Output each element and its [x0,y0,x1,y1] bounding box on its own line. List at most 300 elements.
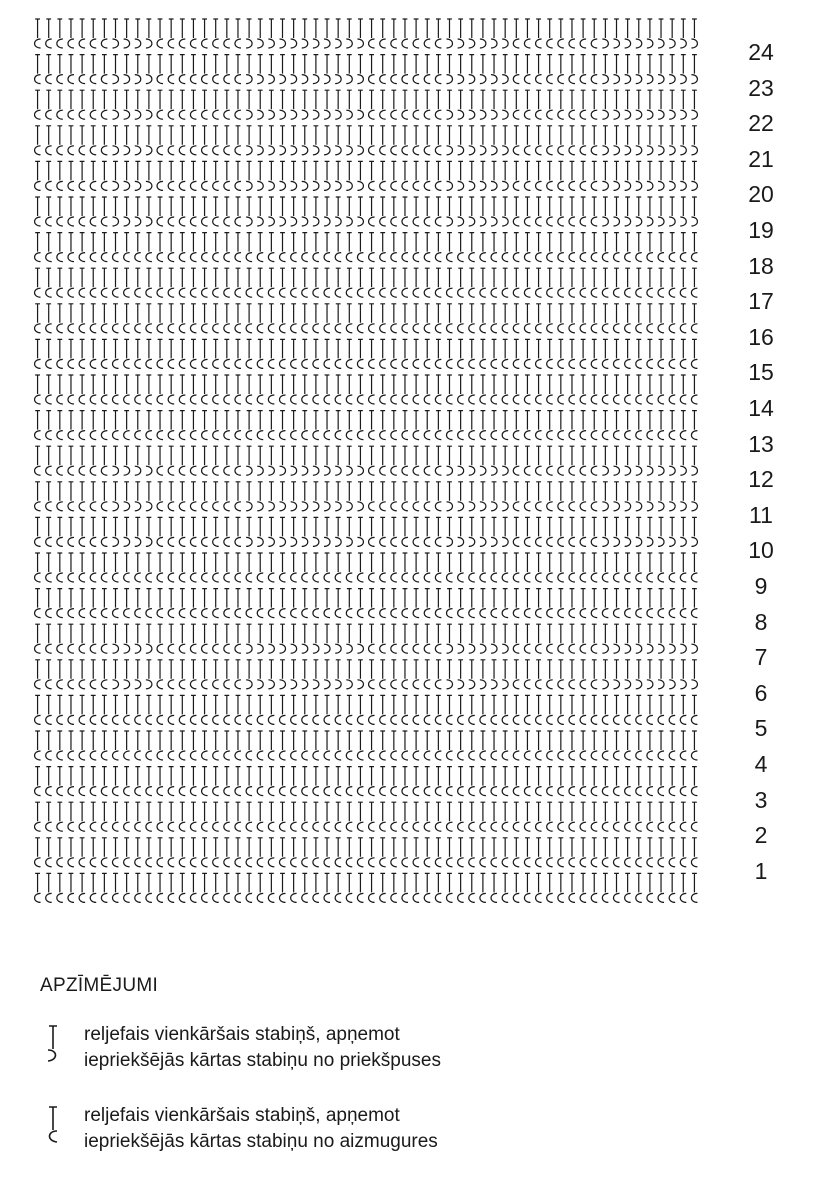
back-post-stitch [536,268,542,297]
back-post-stitch [435,304,441,333]
front-post-stitch [357,517,363,546]
back-post-stitch [35,126,41,155]
back-post-stitch [79,126,85,155]
back-post-stitch [324,268,330,297]
back-post-stitch [524,482,530,511]
back-post-stitch [691,589,697,618]
back-post-stitch [402,268,408,297]
back-post-stitch [357,589,363,618]
back-post-stitch [235,802,241,831]
back-post-stitch [402,660,408,689]
back-post-stitch [680,304,686,333]
back-post-stitch [179,161,185,190]
back-post-stitch [235,446,241,475]
back-post-stitch [79,695,85,724]
back-post-stitch [614,375,620,404]
back-post-stitch [224,802,230,831]
back-post-stitch [335,589,341,618]
front-post-stitch [124,517,130,546]
front-post-stitch [313,126,319,155]
back-post-stitch [168,553,174,582]
back-post-stitch [257,268,263,297]
back-post-stitch [513,802,519,831]
back-post-stitch [580,339,586,368]
stitch-row [35,233,698,262]
back-post-stitch [614,838,620,867]
back-post-stitch [168,446,174,475]
back-post-stitch [435,19,441,48]
back-post-stitch [224,304,230,333]
back-post-stitch [346,411,352,440]
back-post-stitch [469,838,475,867]
back-post-stitch [268,339,274,368]
back-post-stitch [569,339,575,368]
back-post-stitch [124,553,130,582]
front-post-stitch [313,197,319,226]
back-post-stitch [469,731,475,760]
back-post-stitch [536,482,542,511]
back-post-stitch [524,19,530,48]
back-post-stitch [213,126,219,155]
back-post-stitch [580,233,586,262]
back-post-stitch [124,767,130,796]
back-post-stitch [168,589,174,618]
back-post-stitch [413,19,419,48]
back-post-stitch [680,339,686,368]
back-post-stitch [580,19,586,48]
back-post-stitch [413,482,419,511]
front-post-stitch [502,517,508,546]
back-post-stitch [79,838,85,867]
back-post-stitch [157,268,163,297]
back-post-stitch [190,589,196,618]
front-post-stitch [480,126,486,155]
front-post-stitch [458,660,464,689]
back-post-stitch [291,304,297,333]
back-post-stitch [469,304,475,333]
back-post-stitch [558,589,564,618]
back-post-stitch [168,624,174,653]
back-post-stitch [380,838,386,867]
back-post-stitch [179,482,185,511]
back-post-stitch [202,589,208,618]
back-post-stitch [57,517,63,546]
back-post-stitch [491,553,497,582]
back-post-stitch [669,304,675,333]
back-post-stitch [324,695,330,724]
back-post-stitch [502,695,508,724]
front-post-stitch [480,624,486,653]
back-post-stitch [435,375,441,404]
front-post-stitch [691,624,697,653]
back-post-stitch [458,375,464,404]
front-post-stitch [458,482,464,511]
stitch-row [35,90,698,119]
back-post-stitch [524,90,530,119]
back-post-stitch [447,553,453,582]
back-post-stitch [513,517,519,546]
back-post-stitch [224,375,230,404]
back-post-stitch [146,731,152,760]
back-post-stitch [691,802,697,831]
front-post-stitch [647,517,653,546]
front-post-stitch [313,517,319,546]
back-post-stitch [502,553,508,582]
front-post-stitch [458,517,464,546]
back-post-stitch [90,90,96,119]
back-post-stitch [157,589,163,618]
back-post-stitch [179,233,185,262]
back-post-stitch [380,90,386,119]
back-post-stitch [35,233,41,262]
back-post-stitch [636,589,642,618]
back-post-stitch [558,161,564,190]
back-post-stitch [302,304,308,333]
back-post-stitch [480,731,486,760]
back-post-stitch [90,339,96,368]
back-post-stitch [157,233,163,262]
back-post-stitch [680,589,686,618]
back-post-stitch [524,339,530,368]
back-post-stitch [135,411,141,440]
back-post-stitch [202,197,208,226]
back-post-stitch [614,589,620,618]
back-post-stitch [302,695,308,724]
front-post-stitch [257,660,263,689]
back-post-stitch [536,126,542,155]
back-post-stitch [435,126,441,155]
front-post-stitch [469,90,475,119]
back-post-stitch [179,695,185,724]
back-post-stitch [324,873,330,902]
back-post-stitch [435,161,441,190]
stitch-row [35,802,698,831]
back-post-stitch [380,268,386,297]
back-post-stitch [691,375,697,404]
back-post-stitch [625,233,631,262]
back-post-stitch [224,624,230,653]
front-post-stitch [480,161,486,190]
back-post-stitch [380,873,386,902]
back-post-stitch [190,553,196,582]
back-post-stitch [313,339,319,368]
front-post-stitch [346,126,352,155]
back-post-stitch [291,339,297,368]
back-post-stitch [680,802,686,831]
front-post-stitch [113,19,119,48]
back-post-stitch [291,731,297,760]
front-post-stitch [335,126,341,155]
back-post-stitch [369,767,375,796]
back-post-stitch [391,624,397,653]
front-post-stitch [302,126,308,155]
front-post-stitch [458,90,464,119]
back-post-stitch [602,553,608,582]
front-post-stitch [113,624,119,653]
back-post-stitch [324,767,330,796]
back-post-stitch [558,695,564,724]
back-post-stitch [636,838,642,867]
front-post-stitch [680,482,686,511]
back-post-stitch [146,873,152,902]
front-post-stitch [291,90,297,119]
back-post-stitch [213,731,219,760]
back-post-stitch [502,767,508,796]
back-post-stitch [658,233,664,262]
back-post-stitch [369,553,375,582]
back-post-stitch [591,233,597,262]
back-post-stitch [369,19,375,48]
back-post-stitch [513,838,519,867]
front-post-stitch [658,660,664,689]
back-post-stitch [691,873,697,902]
back-post-stitch [202,411,208,440]
front-post-stitch [469,517,475,546]
back-post-stitch [391,802,397,831]
row-number: 3 [754,786,768,813]
row-number: 23 [748,74,774,101]
back-post-stitch [447,589,453,618]
back-post-stitch [179,624,185,653]
back-post-stitch [524,446,530,475]
back-post-stitch [202,517,208,546]
back-post-stitch [402,197,408,226]
back-post-stitch [280,695,286,724]
back-post-stitch [669,553,675,582]
front-post-stitch [124,161,130,190]
back-post-stitch [380,197,386,226]
front-post-stitch [636,161,642,190]
front-post-stitch [636,482,642,511]
back-post-stitch [57,838,63,867]
back-post-stitch [79,19,85,48]
front-post-stitch [113,517,119,546]
back-post-stitch [113,411,119,440]
front-post-stitch [135,55,141,84]
back-post-stitch [680,268,686,297]
front-post-stitch [491,197,497,226]
back-post-stitch [190,197,196,226]
back-post-stitch [636,339,642,368]
back-post-stitch [313,375,319,404]
back-post-stitch [391,695,397,724]
back-post-stitch [113,838,119,867]
back-post-stitch [90,553,96,582]
back-post-stitch [213,19,219,48]
back-post-stitch [202,304,208,333]
back-post-stitch [524,161,530,190]
back-post-stitch [547,233,553,262]
back-post-stitch [357,339,363,368]
back-post-stitch [458,838,464,867]
back-post-stitch [202,339,208,368]
row-number: 15 [748,359,774,386]
back-post-stitch [413,731,419,760]
back-post-stitch [391,873,397,902]
back-post-stitch [680,411,686,440]
back-post-stitch [580,90,586,119]
back-post-stitch [157,411,163,440]
back-post-stitch [502,268,508,297]
front-post-stitch [246,161,252,190]
front-post-stitch [324,161,330,190]
back-post-stitch [57,802,63,831]
back-post-stitch [658,339,664,368]
back-post-stitch [268,695,274,724]
back-post-stitch [391,482,397,511]
back-post-stitch [302,838,308,867]
back-post-stitch [669,375,675,404]
row-number: 18 [748,252,774,279]
back-post-stitch [101,90,107,119]
front-post-stitch [614,624,620,653]
back-post-stitch [480,268,486,297]
back-post-stitch [458,411,464,440]
back-post-stitch [313,233,319,262]
back-post-stitch [179,446,185,475]
back-post-stitch [569,873,575,902]
back-post-stitch [146,233,152,262]
back-post-stitch [157,55,163,84]
back-post-stitch [614,304,620,333]
back-post-stitch [190,55,196,84]
back-post-stitch [402,873,408,902]
back-post-stitch [580,55,586,84]
back-post-stitch [614,731,620,760]
back-post-stitch [580,838,586,867]
legend-item-line-2: iepriekšējās kārtas stabiņu no priekšpuses [84,1050,441,1071]
front-post-stitch [146,90,152,119]
back-post-stitch [179,19,185,48]
back-post-stitch [202,375,208,404]
back-post-stitch [213,161,219,190]
front-post-stitch [447,55,453,84]
back-post-stitch [647,767,653,796]
front-post-stitch [135,19,141,48]
back-post-stitch [458,339,464,368]
front-post-stitch [502,660,508,689]
front-post-stitch [625,19,631,48]
back-post-stitch [179,802,185,831]
back-post-stitch [602,268,608,297]
back-post-stitch [435,589,441,618]
back-post-stitch [68,695,74,724]
back-post-stitch [57,411,63,440]
back-post-stitch [46,731,52,760]
front-post-stitch [246,55,252,84]
back-post-stitch [380,660,386,689]
back-post-stitch [335,233,341,262]
back-post-stitch [658,553,664,582]
back-post-stitch [502,375,508,404]
back-post-stitch [235,90,241,119]
back-post-stitch [190,482,196,511]
back-post-stitch [524,197,530,226]
back-post-stitch [402,802,408,831]
back-post-stitch [68,517,74,546]
back-post-stitch [101,411,107,440]
back-post-stitch [179,553,185,582]
stitch-row [35,517,698,546]
back-post-stitch [591,339,597,368]
front-post-stitch [113,446,119,475]
back-post-stitch [547,55,553,84]
back-post-stitch [480,375,486,404]
front-post-stitch [257,197,263,226]
stitch-row [35,161,698,190]
front-post-stitch [680,197,686,226]
row-number: 11 [749,501,773,528]
front-post-stitch [324,660,330,689]
back-post-stitch [591,873,597,902]
back-post-stitch [380,126,386,155]
back-post-stitch [168,482,174,511]
back-post-stitch [580,126,586,155]
back-post-stitch [680,767,686,796]
front-post-stitch [146,19,152,48]
back-post-stitch [291,233,297,262]
back-post-stitch [68,197,74,226]
front-post-stitch [636,446,642,475]
back-post-stitch [213,197,219,226]
back-post-stitch [135,802,141,831]
back-post-stitch [435,873,441,902]
back-post-stitch [380,411,386,440]
back-post-stitch [524,304,530,333]
back-post-stitch [157,90,163,119]
front-post-stitch [625,197,631,226]
back-post-stitch [46,90,52,119]
back-post-stitch [591,375,597,404]
back-post-stitch [335,411,341,440]
back-post-stitch [424,268,430,297]
front-post-stitch [691,90,697,119]
row-number: 16 [748,323,774,350]
back-post-stitch [57,873,63,902]
back-post-stitch [513,339,519,368]
back-post-stitch [235,482,241,511]
back-post-stitch [591,517,597,546]
row-number: 22 [748,110,774,137]
back-post-stitch [224,838,230,867]
back-post-stitch [157,802,163,831]
back-post-stitch [68,624,74,653]
back-post-stitch [57,660,63,689]
back-post-stitch [491,339,497,368]
back-post-stitch [636,731,642,760]
back-post-stitch [291,553,297,582]
front-post-stitch [324,482,330,511]
back-post-stitch [669,268,675,297]
back-post-stitch [547,161,553,190]
back-post-stitch [369,660,375,689]
back-post-stitch [547,304,553,333]
back-post-stitch [313,802,319,831]
front-post-stitch [291,446,297,475]
back-post-stitch [90,233,96,262]
front-post-stitch [291,197,297,226]
back-post-stitch [68,268,74,297]
back-post-stitch [357,233,363,262]
front-post-dc-icon [40,1022,66,1066]
back-post-stitch [614,553,620,582]
back-post-stitch [213,268,219,297]
back-post-stitch [558,731,564,760]
back-post-stitch [280,375,286,404]
back-post-stitch [135,553,141,582]
back-post-stitch [224,90,230,119]
back-post-stitch [302,731,308,760]
